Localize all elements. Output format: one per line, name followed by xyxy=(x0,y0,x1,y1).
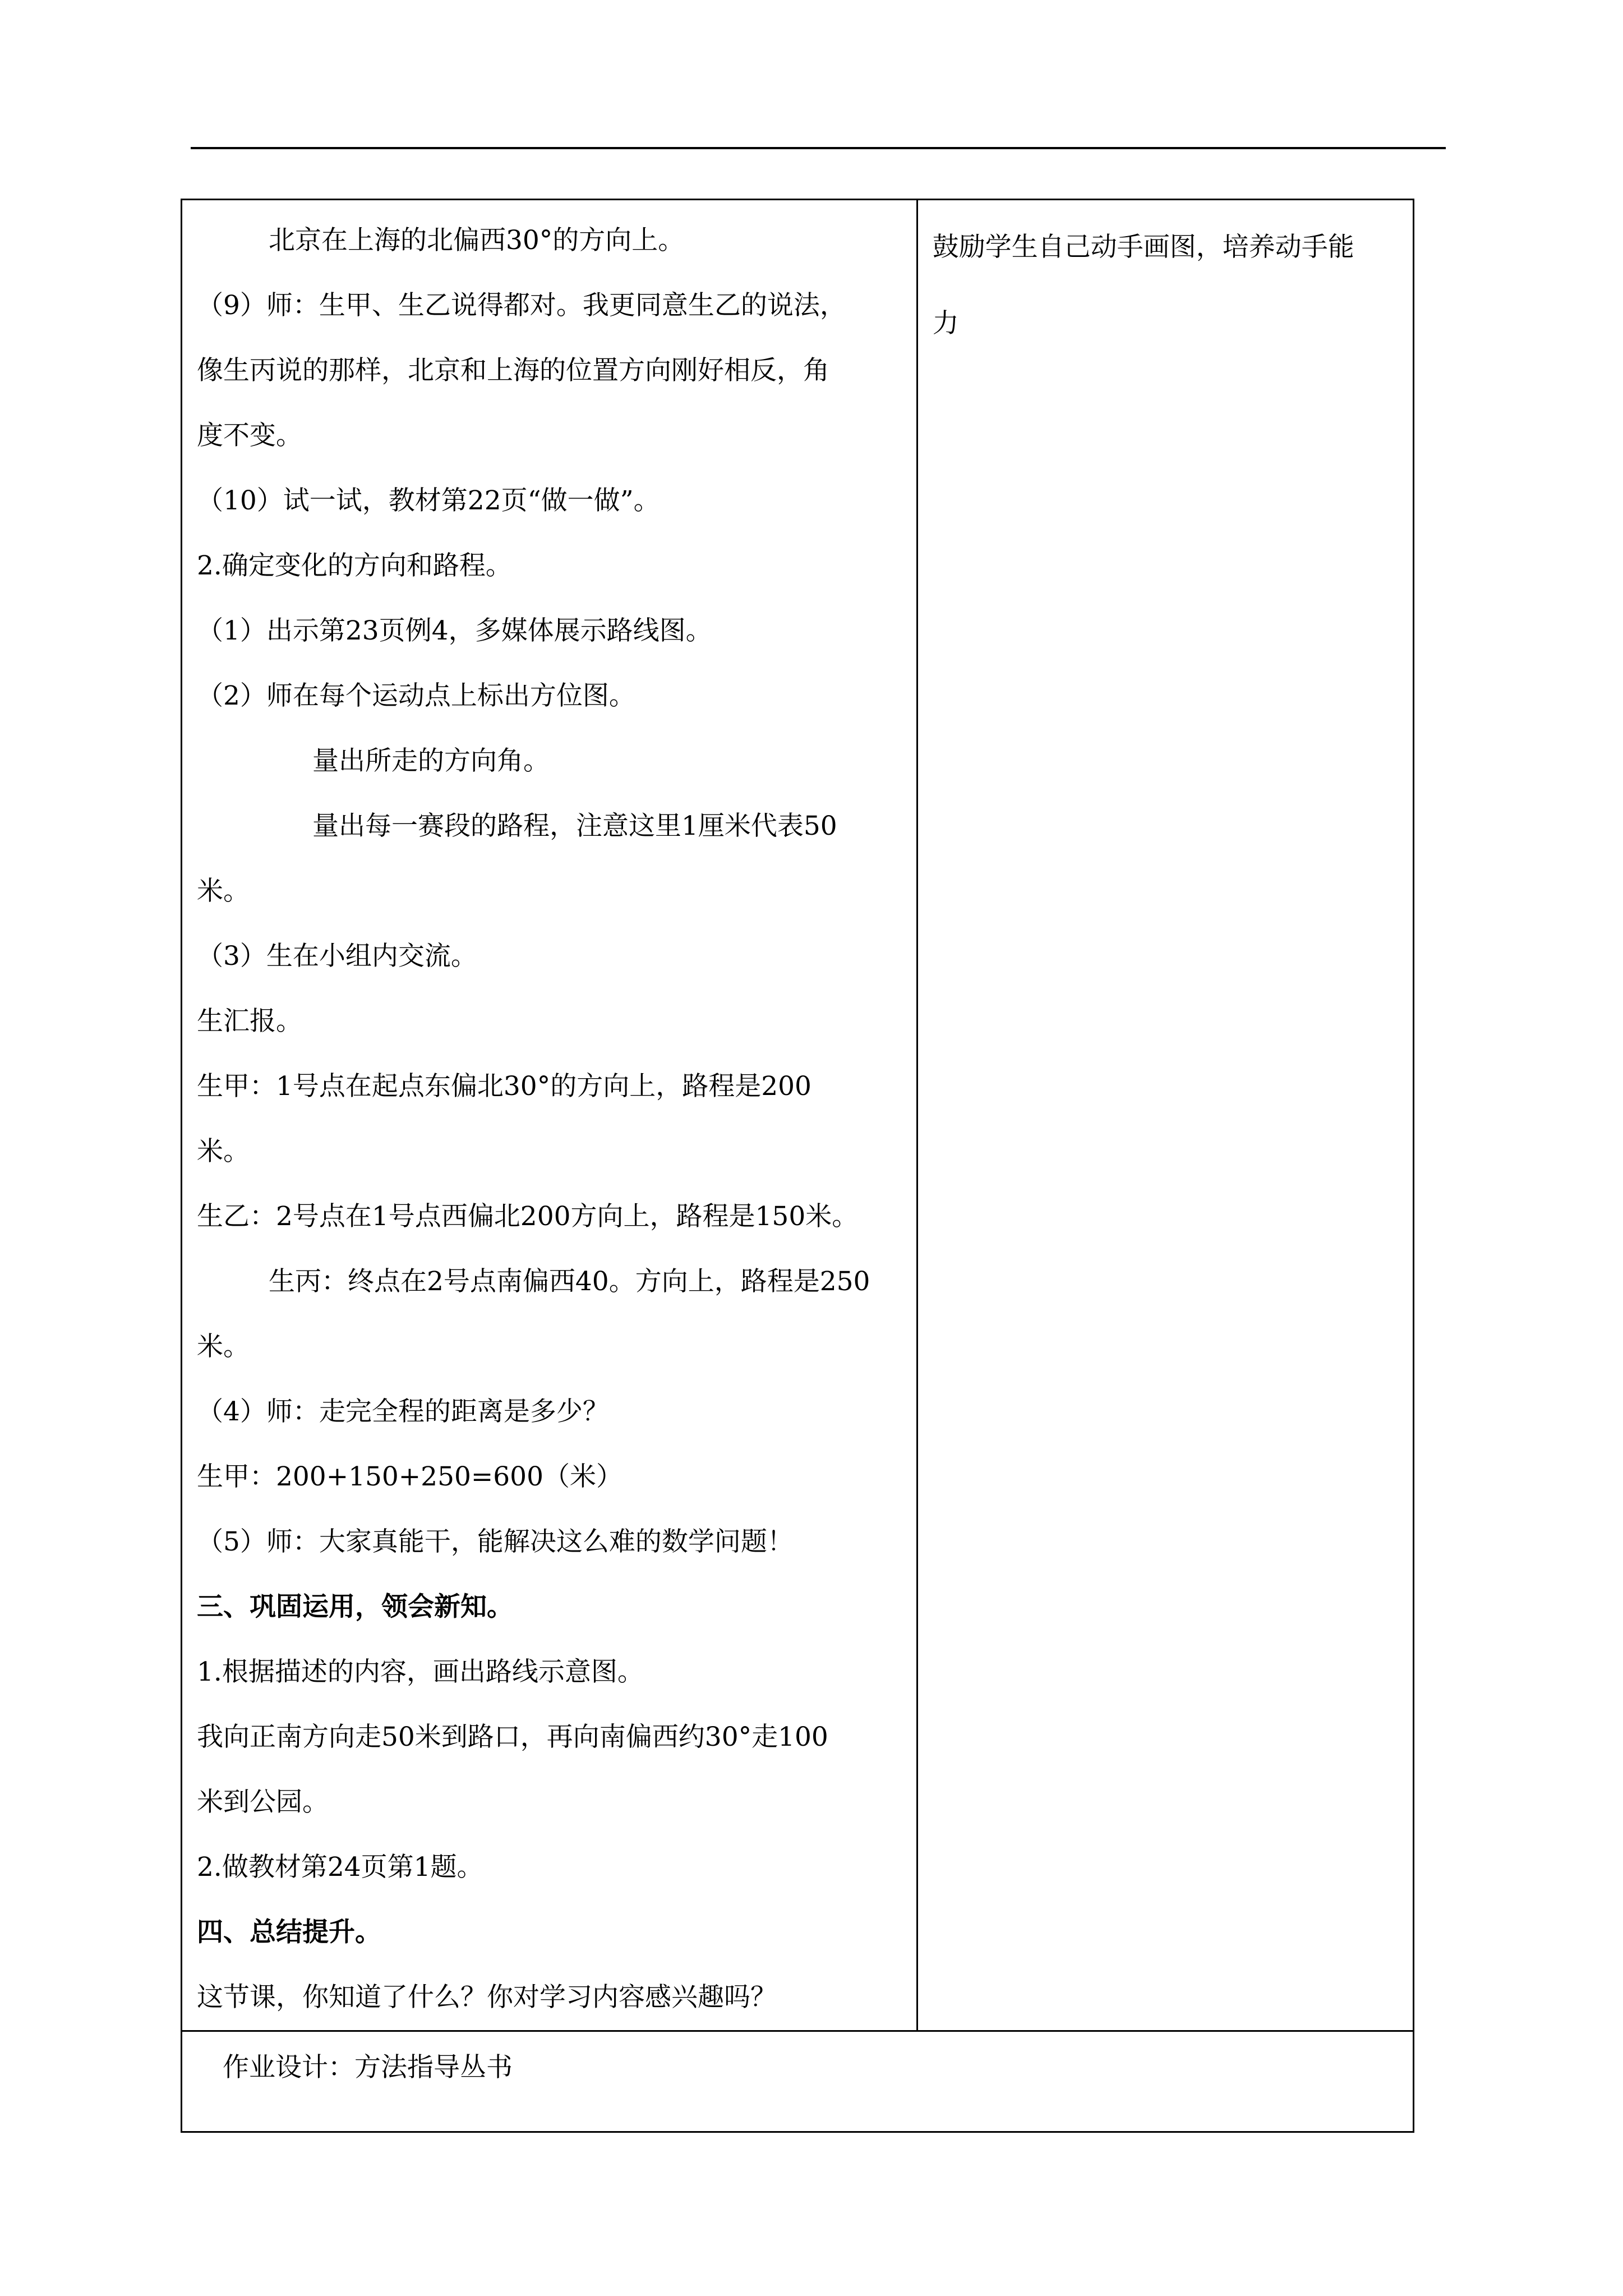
text-line: 生甲：1号点在起点东偏北30°的方向上，路程是200 xyxy=(197,1071,811,1102)
text-line: 我向正南方向走50米到路口，再向南偏西约30°走100 xyxy=(197,1722,828,1752)
homework-cell xyxy=(182,2031,1414,2132)
content-row xyxy=(182,200,1414,2031)
text-line: 生汇报。 xyxy=(197,1006,302,1037)
text-line: （5）师：大家真能干，能解决这么难的数学问题！ xyxy=(197,1526,794,1557)
section-heading: 三、巩固运用，领会新知。 xyxy=(197,1591,513,1622)
text-line: （1）出示第23页例4，多媒体展示路线图。 xyxy=(197,615,712,646)
text-line: 米。 xyxy=(197,1331,250,1362)
homework-row xyxy=(182,2031,1414,2132)
text-line: 北京在上海的北偏西30°的方向上。 xyxy=(269,225,685,256)
text-line: 2.确定变化的方向和路程。 xyxy=(197,550,512,581)
header-rule xyxy=(191,147,1446,149)
homework-text: 作业设计：方法指导丛书 xyxy=(223,2052,513,2083)
text-line: 量出每一赛段的路程，注意这里1厘米代表50 xyxy=(312,811,837,841)
text-line: 量出所走的方向角。 xyxy=(312,746,550,776)
text-line: 米。 xyxy=(197,876,250,907)
text-line: 像生丙说的那样，北京和上海的位置方向刚好相反，角 xyxy=(197,355,829,386)
side-note-line: 鼓励学生自己动手画图，培养动手能 xyxy=(932,232,1354,263)
text-line: 米到公园。 xyxy=(197,1787,329,1818)
text-line: （10）试一试，教材第22页“做一做”。 xyxy=(197,485,660,516)
text-line: 生乙：2号点在1号点西偏北200方向上，路程是150米。 xyxy=(197,1201,859,1232)
teaching-process-cell xyxy=(182,200,917,2031)
text-line: 度不变。 xyxy=(197,420,302,451)
text-line: 这节课，你知道了什么？你对学习内容感兴趣吗？ xyxy=(197,1982,777,2013)
text-line: 生甲：200+150+250=600（米） xyxy=(197,1461,623,1492)
text-line: （4）师：走完全程的距离是多少？ xyxy=(197,1396,609,1427)
text-line: （3）生在小组内交流。 xyxy=(197,941,477,972)
text-line: （9）师：生甲、生乙说得都对。我更同意生乙的说法， xyxy=(197,290,846,321)
lesson-table xyxy=(181,199,1414,2133)
section-heading: 四、总结提升。 xyxy=(197,1917,381,1948)
design-intent-cell xyxy=(917,200,1413,2031)
text-line: 米。 xyxy=(197,1136,250,1167)
text-line: 生丙：终点在2号点南偏西40。方向上，路程是250 xyxy=(269,1266,870,1297)
side-note-line: 力 xyxy=(932,308,959,339)
text-line: （2）师在每个运动点上标出方位图。 xyxy=(197,680,635,711)
text-line: 1.根据描述的内容，画出路线示意图。 xyxy=(197,1657,644,1687)
text-line: 2.做教材第24页第1题。 xyxy=(197,1852,483,1883)
